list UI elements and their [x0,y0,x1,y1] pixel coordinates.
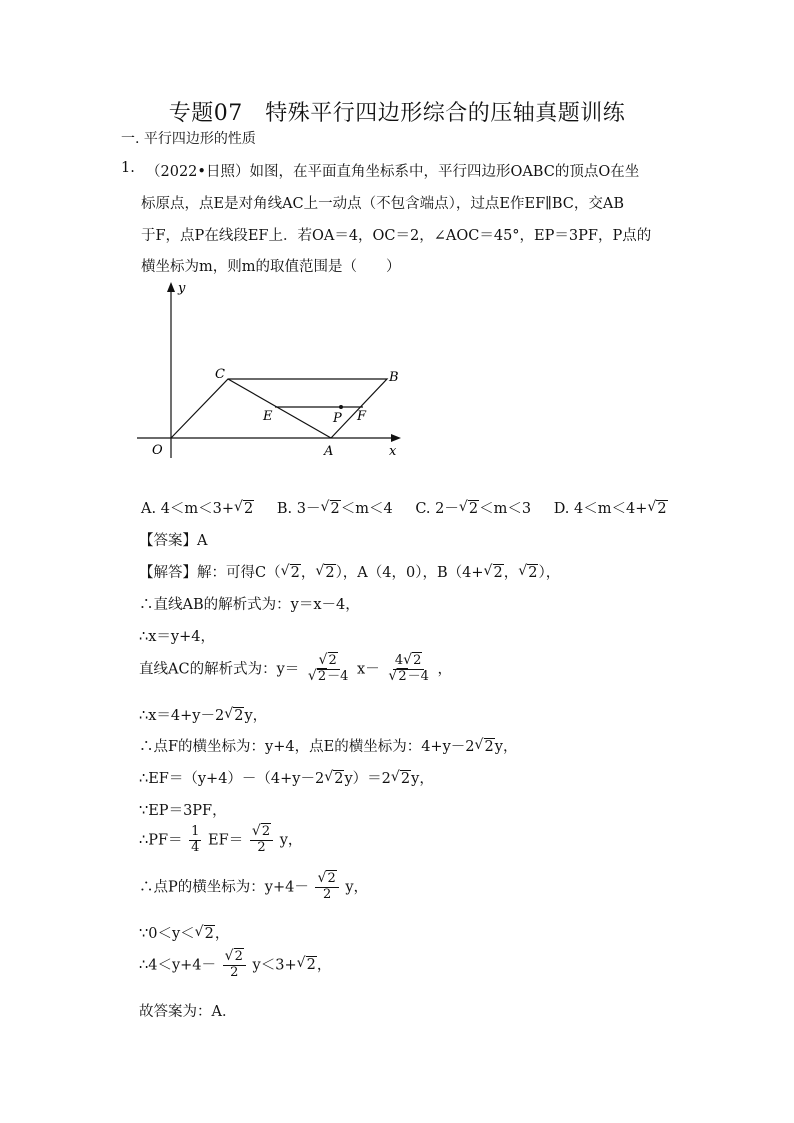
label-c: C [215,367,225,382]
answer-line: 【答案】A [139,533,208,549]
solution-line-4: 直线AC的解析式为：y＝ √ 2 √ 2－4 x－ 4√ 2 √ 2－4 ， [139,654,452,685]
answer-options [141,497,686,518]
option-a[interactable]: A. 4＜m＜3+√ 2 [141,501,254,517]
point-p [339,405,343,409]
solution-line-8: ∵EP＝3PF， [139,803,227,819]
question-number: 1. [121,160,135,176]
solution-line-12: ∴4＜y+4－ √ $\frac{2}{2}$ y＜3+√ 2， [139,950,331,981]
x-axis-arrow [391,434,401,442]
solution-line-3: ∴x＝y+4， [139,629,215,645]
label-e: E [263,409,273,424]
question-line-4: 横坐标为m，则m的取值范围是（ ） [141,259,401,275]
label-y: y [178,281,186,296]
option-b[interactable]: B. 3－√ 2＜m＜4 [277,501,393,517]
solution-line-13: 故答案为：A． [139,1004,237,1020]
label-f: F [357,409,367,424]
solution-line-9: ∴PF＝ $\frac{1}{4}$ EF＝ √ $\frac{2}{2}$ y， [139,825,302,856]
option-d[interactable]: D. 4＜m＜4+√ 2 [554,501,668,517]
solution-line-1: 【解答】解：可得C（√ 2，√ 2），A（4，0），B（4+√ 2，√ 2）， [139,561,560,582]
question-line-3: 于F，点P在线段EF上．若OA＝4，OC＝2，∠AOC＝45°，EP＝3PF，P点的 [141,228,652,244]
page-title: 专题07 特殊平行四边形综合的压轴真题训练 [168,101,626,126]
label-p: P [333,411,342,426]
solution-line-5: ∴x＝4+y－2√ 2y， [139,704,267,725]
label-x: x [389,444,397,459]
solution-line-7: ∴EF＝（y+4）－（4+y－2√ 2y）＝2√ 2y， [139,767,434,788]
solution-line-2: ∴直线AB的解析式为：y＝x－4， [139,597,360,613]
label-a: A [324,444,334,459]
label-b: B [389,370,399,385]
option-c[interactable]: C. 2－√ 2＜m＜3 [415,501,531,517]
solution-line-11: ∵0＜y＜√ 2， [139,922,229,943]
solution-line-10: ∴点P的横坐标为：y+4－ √ $\frac{2}{2}$ y， [139,872,368,903]
question-line-1: （2022•日照）如图，在平面直角坐标系中，平行四边形OABC的顶点O在坐 [146,164,640,180]
solution-line-6: ∴点F的横坐标为：y+4，点E的横坐标为：4+y－2√ 2y， [139,735,517,756]
y-axis-arrow [167,282,175,292]
label-o: O [152,443,163,458]
diagonal-ac [228,379,331,438]
section-heading: 一. 平行四边形的性质 [121,131,256,147]
coordinate-figure [135,280,410,465]
question-line-2: 标原点，点E是对角线AC上一动点（不包含端点），过点E作EF∥BC，交AB [141,196,624,212]
